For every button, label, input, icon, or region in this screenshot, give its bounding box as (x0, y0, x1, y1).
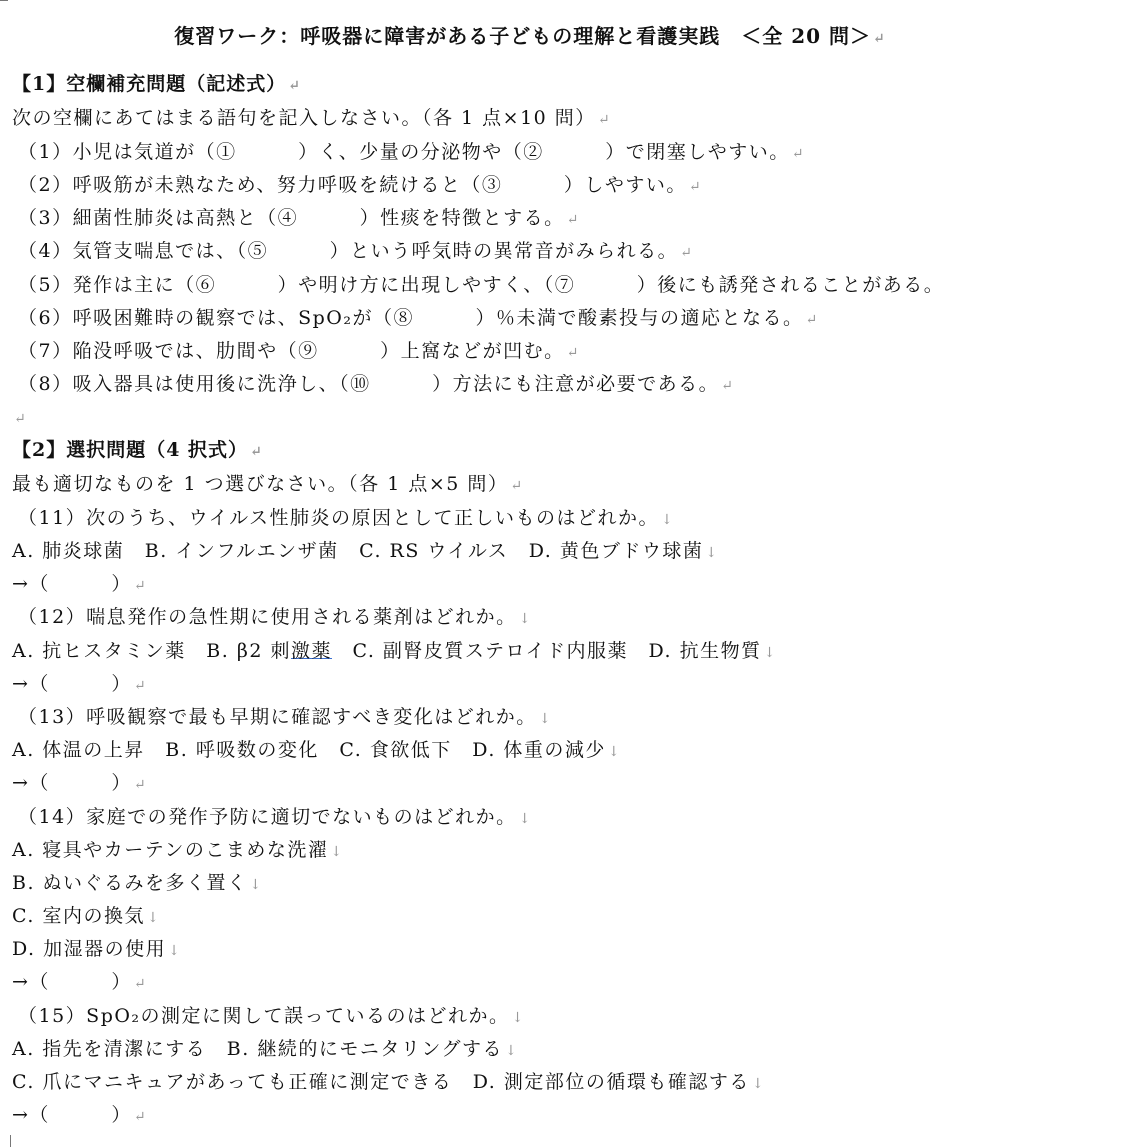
choice-options-13: A. 体温の上昇 B. 呼吸数の変化 C. 食欲低下 D. 体重の減少 ↓ (12, 739, 622, 761)
choice-option-14c: C. 室内の換気 ↓ (12, 905, 161, 927)
choice-question-12: （12）喘息発作の急性期に使用される薬剤はどれか。 ↓ (18, 606, 532, 628)
answer-blank-11: →（ ） ↵ (12, 573, 148, 595)
choice-question-15: （15）SpO₂の測定に関して誤っているのはどれか。 ↓ (18, 1005, 525, 1027)
section1-instruction: 次の空欄にあてはまる語句を記入しなさい。（各 1 点×10 問） ↵ (12, 107, 612, 129)
choice-option-14b: B. ぬいぐるみを多く置く ↓ (12, 872, 263, 894)
answer-blank-12: →（ ） ↵ (12, 673, 148, 695)
choice-option-14d: D. 加湿器の使用 ↓ (12, 938, 182, 960)
answer-blank-15: →（ ） ↵ (12, 1104, 148, 1126)
page-bottom-mark (10, 1135, 19, 1147)
fill-question-1: （1）小児は気道が（① ）く、少量の分泌物や（② ）で閉塞しやすい。 ↵ (18, 141, 805, 163)
page-title: 復習ワーク：呼吸器に障害がある子どもの理解と看護実践 ＜全 20 問＞ ↵ (174, 24, 886, 48)
fill-question-2: （2）呼吸筋が未熟なため、努力呼吸を続けると（③ ）しやすい。 ↵ (18, 174, 703, 196)
section2-instruction: 最も適切なものを 1 つ選びなさい。（各 1 点×5 問） ↵ (12, 473, 524, 495)
choice-options-15-line2: C. 爪にマニキュアがあっても正確に測定できる D. 測定部位の循環も確認する ↓ (12, 1071, 766, 1093)
choice-options-12: A. 抗ヒスタミン薬 B. β2 刺激薬 C. 副腎皮質ステロイド内服薬 D. 抗生物質 ↓ (12, 640, 777, 662)
fill-question-3: （3）細菌性肺炎は高熱と（④ ）性痰を特徴とする。 ↵ (18, 207, 580, 229)
choice-option-14a: A. 寝具やカーテンのこまめな洗濯 ↓ (12, 839, 344, 861)
fill-question-5: （5）発作は主に（⑥ ）や明け方に出現しやすく、（⑦ ）後にも誘発されることがある。 (18, 274, 945, 296)
fill-question-6: （6）呼吸困難時の観察では、SpO₂が（⑧ ）％未満で酸素投与の適応となる。 ↵ (18, 307, 819, 329)
section1-heading: 【1】空欄補充問題（記述式） ↵ (12, 73, 301, 95)
page-corner-mark (0, 0, 8, 5)
choice-options-11: A. 肺炎球菌 B. インフルエンザ菌 C. RS ウイルス D. 黄色ブドウ球菌 ↓ (12, 540, 719, 562)
empty-paragraph: ↵ (14, 411, 28, 427)
fill-question-8: （8）吸入器具は使用後に洗浄し、（⑩ ）方法にも注意が必要である。 ↵ (18, 373, 735, 395)
answer-blank-14: →（ ） ↵ (12, 971, 148, 993)
fill-question-4: （4）気管支喘息では、（⑤ ）という呼気時の異常音がみられる。 ↵ (18, 240, 694, 262)
answer-blank-13: →（ ） ↵ (12, 772, 148, 794)
choice-options-15-line1: A. 指先を清潔にする B. 継続的にモニタリングする ↓ (12, 1038, 519, 1060)
choice-question-13: （13）呼吸観察で最も早期に確認すべき変化はどれか。 ↓ (18, 706, 553, 728)
choice-question-14: （14）家庭での発作予防に適切でないものはどれか。 ↓ (18, 806, 532, 828)
fill-question-7: （7）陥没呼吸では、肋間や（⑨ ）上窩などが凹む。 ↵ (18, 340, 580, 362)
section2-heading: 【2】選択問題（4 択式） ↵ (12, 439, 263, 461)
choice-question-11: （11）次のうち、ウイルス性肺炎の原因として正しいものはどれか。 ↓ (18, 507, 675, 529)
